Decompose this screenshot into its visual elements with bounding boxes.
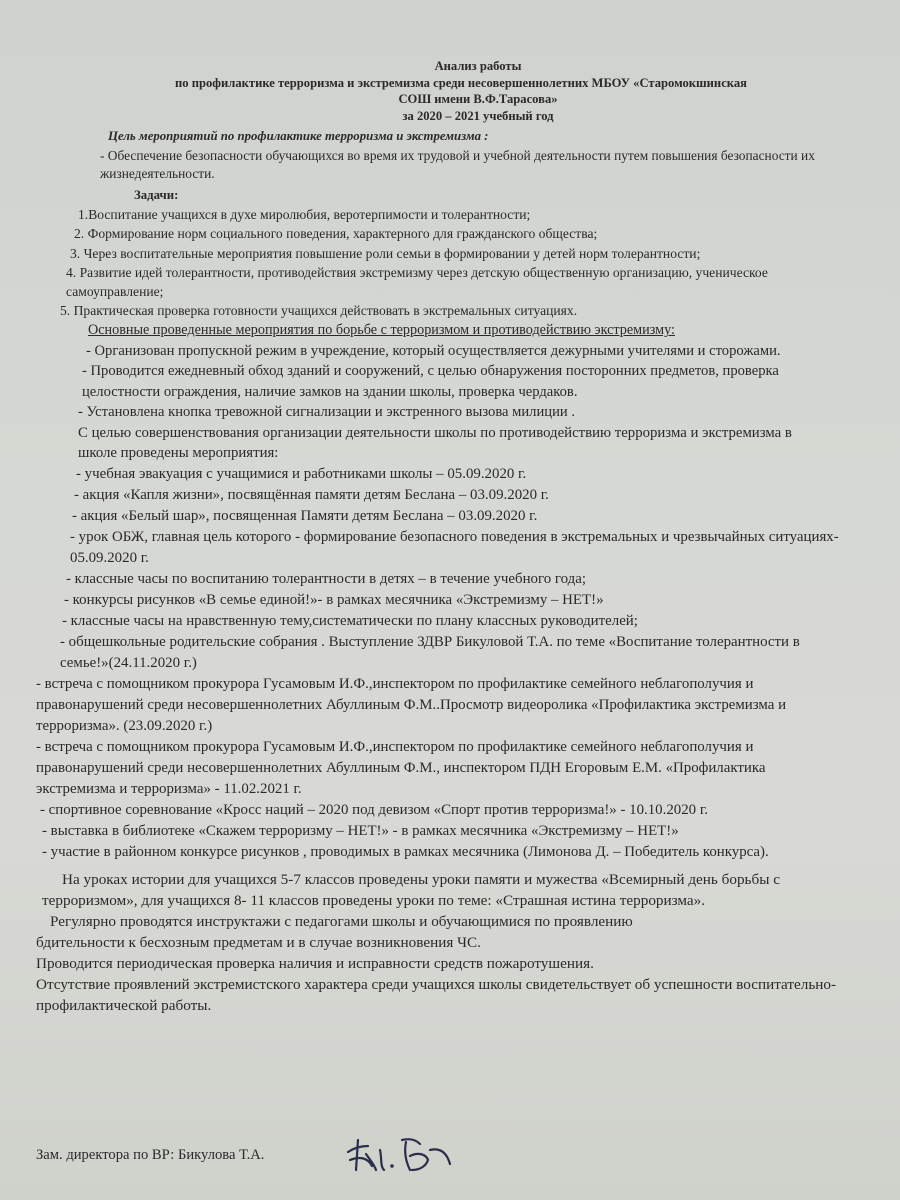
main-activity-item: - Организован пропускной режим в учреждение, который осуществляется дежурными учителями и сторожами. [86, 343, 781, 359]
event-item: - выставка в библиотеке «Скажем терроризму – НЕТ!» - в рамках месячника «Экстремизму – НЕТ!» [42, 822, 679, 839]
event-item: - классные часы на нравственную тему,систематически по плану классных руководителей; [62, 612, 638, 629]
closing-paragraph: Проводится периодическая проверка наличия и исправности средств пожаротушения. [36, 954, 594, 972]
goal-title: Цель мероприятий по профилактике терроризма и экстремизма : [108, 129, 489, 143]
task-item: 4. Развитие идей толерантности, противодействия экстремизму через детскую общественную организацию, ученическое самоуправление; [66, 264, 768, 299]
event-item: - учебная эвакуация с учащимися и работниками школы – 05.09.2020 г. [76, 465, 527, 482]
header-line: по профилактике терроризма и экстремизма среди несовершеннолетних МБОУ «Старомокшинская [175, 75, 747, 90]
event-item: - акция «Капля жизни», посвящённая памяти детям Беслана – 03.09.2020 г. [74, 486, 549, 503]
event-item: - спортивное соревнование «Кросс наций – 2020 под девизом «Спорт против терроризма!» - 10.10.2020 г. [40, 801, 709, 818]
main-activity-item: - Установлена кнопка тревожной сигнализации и экстренного вызова милиции . [78, 404, 576, 421]
tasks-list [36, 205, 886, 320]
closing-paragraph: На уроках истории для учащихся 5-7 классов проведены уроки памяти и мужества «Всемирный день борьбы с терроризмом», для учащихся 8- 11 классов проведены уроки по теме: «Страшная истина терроризма». [42, 870, 780, 909]
event-item: - классные часы по воспитанию толерантности в детях – в течение учебного года; [66, 570, 586, 587]
main-activity-item: - Проводится ежедневный обход зданий и сооружений, с целью обнаружения посторонних предметов, проверка целостности ограждения, наличие замков на здании школы, проверка чердаков. [82, 363, 779, 400]
event-item: - участие в районном конкурсе рисунков , проводимых в рамках месячника (Лимонова Д. – Победитель конкурса). [42, 843, 769, 860]
event-item: - встреча с помощником прокурора Гусамовым И.Ф.,инспектором по профилактике семейного неблагополучия и правонарушений среди несовершеннолетних Абуллиным Ф.М..Просмотр видеоролика «Профилактика экстремизма и терроризма». (23.09.2020 г.) [36, 675, 787, 734]
events-list [36, 464, 886, 863]
closing-paragraph: Отсутствие проявлений экстремистского характера среди учащихся школы свидетельствует об успешности воспитательно- профилактической работы. [36, 975, 837, 1014]
header-line: Анализ работы [434, 59, 522, 73]
task-item: 1.Воспитание учащихся в духе миролюбия, веротерпимости и толерантности; [78, 207, 531, 223]
event-item: - конкурсы рисунков «В семье единой!»- в рамках месячника «Экстремизму – НЕТ!» [64, 591, 604, 608]
task-item: 3. Через воспитательные мероприятия повышение роли семьи в формировании у детей норм толерантности; [70, 245, 701, 261]
task-item: 2. Формирование норм социального поведения, характерного для гражданского общества; [74, 226, 598, 242]
closing-paragraph: Регулярно проводятся инструктажи с педагогами школы и обучающимися по проявлению бдительности к бесхозным предметам и в случае возникновения ЧС. [36, 912, 633, 951]
main-activities-list [36, 341, 886, 423]
header-line: за 2020 – 2021 учебный год [402, 108, 554, 123]
event-item: - встреча с помощником прокурора Гусамовым И.Ф.,инспектором по профилактике семейного неблагополучия и правонарушений среди несовершеннолетних Абуллиным Ф.М., инспектором ПДН Егоровым Е.М. «Профилактика экстремизма и терроризма» - 11.02.2021 г. [36, 738, 766, 797]
tasks-title: Задачи: [134, 187, 179, 202]
document-header [36, 58, 886, 124]
main-activities-title: Основные проведенные мероприятия по борьбе с терроризмом и противодействию экстремизму: [88, 322, 675, 339]
document-body [36, 58, 886, 1016]
event-item: - общешкольные родительские собрания . Выступление ЗДВР Бикуловой Т.А. по теме «Воспитание толерантности в семье!»(24.11.2020 г.) [60, 633, 800, 671]
closing-section [36, 869, 886, 1016]
goal-text: - Обеспечение безопасности обучающихся во время их трудовой и учебной деятельности путем повышения безопасности их жизнедеятельности. [100, 147, 815, 181]
event-item: - акция «Белый шар», посвященная Памяти детям Беслана – 03.09.2020 г. [72, 507, 538, 524]
task-item: 5. Практическая проверка готовности учащихся действовать в экстремальных ситуациях. [60, 303, 578, 319]
header-line: СОШ имени В.Ф.Тарасова» [398, 92, 558, 106]
improvement-intro: С целью совершенствования организации деятельности школы по противодействию терроризма и экстремизма в школе проведены мероприятия: [78, 424, 792, 462]
event-item: - урок ОБЖ, главная цель которого - формирование безопасного поведения в экстремальных и чрезвычайных ситуациях- 05.09.2020 г. [70, 528, 839, 566]
signature-line: Зам. директора по ВР: Бикулова Т.А. [36, 1147, 265, 1163]
handwritten-signature [340, 1130, 470, 1180]
